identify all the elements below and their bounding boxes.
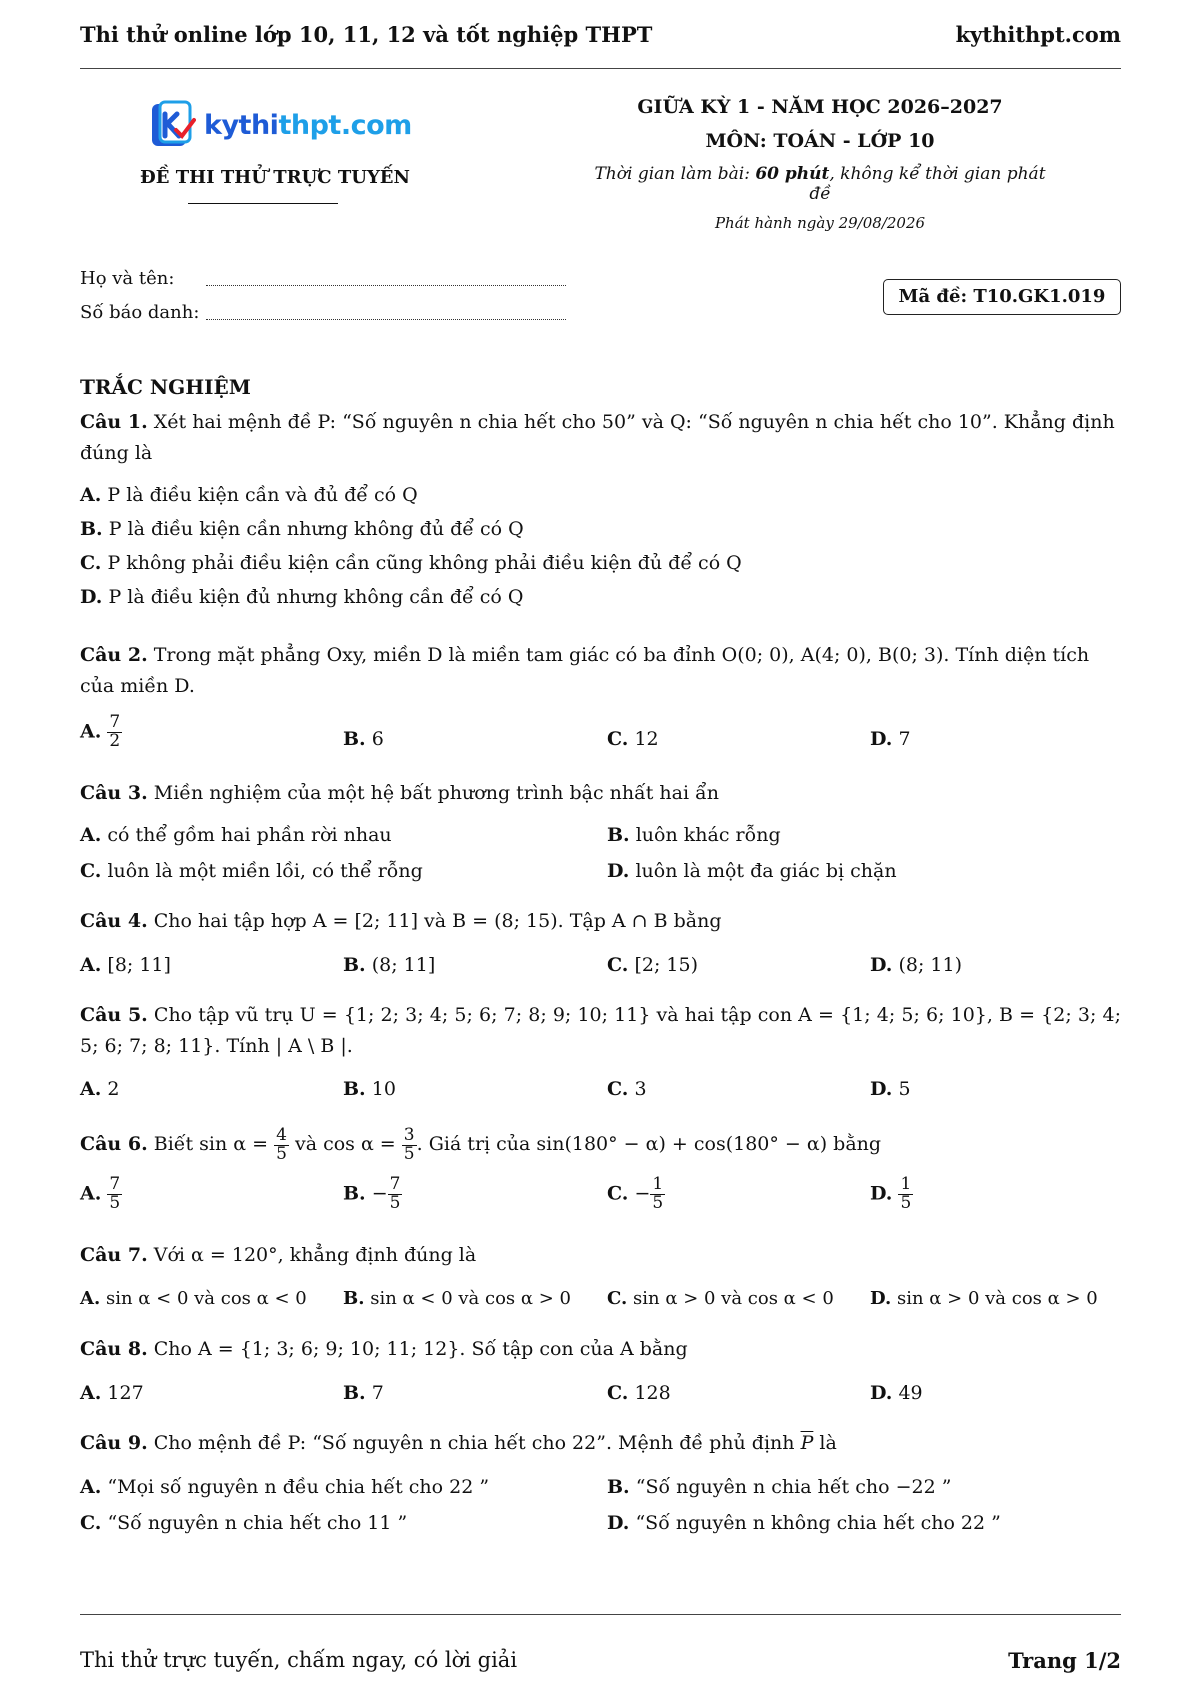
exam-subject: MÔN: TOÁN - LỚP 10 [705,130,935,152]
exam-type-underline [188,203,338,204]
logo-icon [150,100,196,152]
q2-option-d[interactable]: D. 7 [870,728,911,750]
fraction: $\frac{7}{5}$ [109,1174,121,1213]
q3-option-d[interactable]: D. luôn là một đa giác bị chặn [607,860,897,882]
section-title: TRẮC NGHIỆM [80,375,251,399]
running-footer [80,1648,1121,1673]
exam-term: GIỮA KỲ 1 - NĂM HỌC 2026–2027 [637,96,1003,118]
fraction: $\frac{7}{5}$ [389,1174,401,1213]
q4-option-b[interactable]: B. (8; 11] [343,954,436,976]
student-name-label: Họ và tên: [80,268,175,289]
question-9: Câu 9. Cho mệnh đề P: “Số nguyên n chia hết cho 22”. Mệnh đề phủ định $\overline{P}$ là [80,1432,837,1454]
exam-type: ĐỀ THI THỬ TRỰC TUYẾN [140,167,410,188]
q6-option-b[interactable]: B. − $\frac{7}{5}$ [343,1174,401,1213]
q4-option-c[interactable]: C. [2; 15) [607,954,698,976]
exam-release-date: Phát hành ngày 29/08/2026 [714,214,926,232]
q5-option-c[interactable]: C. 3 [607,1078,647,1100]
q9-option-d[interactable]: D. “Số nguyên n không chia hết cho 22 ” [607,1512,1001,1534]
q3-option-b[interactable]: B. luôn khác rỗng [607,824,781,846]
student-id-line[interactable] [206,319,566,320]
question-3-options [80,820,1121,886]
q2-option-c[interactable]: C. 12 [607,728,659,750]
question-3: Câu 3. Miền nghiệm của một hệ bất phương trình bậc nhất hai ẩn [80,782,719,804]
header-left: Thi thử online lớp 10, 11, 12 và tốt nghiệp THPT [80,22,653,47]
q9-option-c[interactable]: C. “Số nguyên n chia hết cho 11 ” [80,1512,408,1534]
exam-page [80,0,1121,1684]
question-8-text: Cho A = {1; 3; 6; 9; 10; 11; 12}. Số tập con của A bằng [153,1338,688,1360]
question-1-options [80,480,1121,610]
student-name-line[interactable] [206,285,566,286]
q8-option-b[interactable]: B. 7 [343,1382,384,1404]
q1-option-a[interactable]: A. P là điều kiện cần và đủ để có Q [80,484,418,506]
footer-rule [80,1614,1121,1615]
question-3-text: Miền nghiệm của một hệ bất phương trình bậc nhất hai ẩn [153,782,719,804]
fraction: $\frac{7}{2}$ [109,712,121,751]
logo-text: kythithpt.com [204,110,412,141]
q8-option-a[interactable]: A. 127 [80,1382,144,1404]
page-number: Trang 1/2 [1008,1648,1121,1673]
question-6: Câu 6. Biết sin α = $\frac{4}{5}$ và cos α = $\frac{3}{5}$ . Giá trị của sin(180° − α) + cos(180° − α) bằng [80,1124,882,1164]
question-5-text: Cho tập vũ trụ U = {1; 2; 3; 4; 5; 6; 7; 8; 9; 10; 11} và hai tập con A = {1; 4; 5; 6; 10}, B = {2; 3; 4; 5; 6; 7; 8; 11}. Tính | A \ B |. [80,1004,1121,1057]
question-8-options [80,1378,1121,1410]
q9-option-a[interactable]: A. “Mọi số nguyên n đều chia hết cho 22 ” [80,1476,490,1498]
question-6-options [80,1176,1121,1228]
question-5: Câu 5. Cho tập vũ trụ U = {1; 2; 3; 4; 5; 6; 7; 8; 9; 10; 11} và hai tập con A = {1; 4; 5; 6; 10}, B = {2; 3; 4; 5; 6; 7; 8; 11}. Tính | A \ B |. [80,1004,1121,1057]
q7-option-d[interactable]: D. sin α > 0 và cos α > 0 [870,1288,1098,1309]
question-2: Câu 2. Trong mặt phẳng Oxy, miền D là miền tam giác có ba đỉnh O(0; 0), A(4; 0), B(0; 3). Tính diện tích của miền D. [80,644,1090,697]
header-rule [80,68,1121,69]
question-7-text: Với α = 120°, khẳng định đúng là [153,1244,477,1266]
q2-option-a[interactable]: A. $\frac{7}{2}$ [80,712,121,751]
q5-option-b[interactable]: B. 10 [343,1078,396,1100]
q7-option-b[interactable]: B. sin α < 0 và cos α > 0 [343,1288,572,1309]
question-5-options [80,1074,1121,1106]
q4-option-a[interactable]: A. [8; 11] [80,954,171,976]
fraction: $\frac{1}{5}$ [652,1174,664,1213]
exam-header [590,96,1050,232]
q6-option-a[interactable]: A. $\frac{7}{5}$ [80,1174,121,1213]
question-4: Câu 4. Cho hai tập hợp A = [2; 11] và B = (8; 15). Tập A ∩ B bằng [80,910,722,932]
question-2-text: Trong mặt phẳng Oxy, miền D là miền tam giác có ba đỉnh O(0; 0), A(4; 0), B(0; 3). Tính diện tích của miền D. [80,644,1090,697]
running-header [80,22,1121,47]
q3-option-a[interactable]: A. có thể gồm hai phần rời nhau [80,824,392,846]
fraction: $\frac{4}{5}$ [276,1124,287,1164]
question-8: Câu 8. Cho A = {1; 3; 6; 9; 10; 11; 12}. Số tập con của A bằng [80,1338,688,1360]
question-1: Câu 1. Xét hai mệnh đề P: “Số nguyên n chia hết cho 50” và Q: “Số nguyên n chia hết cho 10”. Khẳng định đúng là [80,411,1115,464]
site-logo [150,100,450,160]
q5-option-d[interactable]: D. 5 [870,1078,911,1100]
q9-option-b[interactable]: B. “Số nguyên n chia hết cho −22 ” [607,1476,952,1498]
q8-option-d[interactable]: D. 49 [870,1382,923,1404]
exam-code-box: Mã đề: T10.GK1.019 [883,279,1121,315]
exam-time: Thời gian làm bài: 60 phút, không kể thời gian phát đề [594,164,1046,204]
q7-option-c[interactable]: C. sin α > 0 và cos α < 0 [607,1288,834,1309]
question-2-options [80,710,1121,760]
q2-option-b[interactable]: B. 6 [343,728,384,750]
footer-left: Thi thử trực tuyến, chấm ngay, có lời giải [80,1648,518,1672]
negation-symbol: $\overline{P}$ [800,1432,814,1454]
question-7-options [80,1284,1121,1316]
q1-option-c[interactable]: C. P không phải điều kiện cần cũng không phải điều kiện đủ để có Q [80,552,742,574]
question-7: Câu 7. Với α = 120°, khẳng định đúng là [80,1244,477,1266]
q7-option-a[interactable]: A. sin α < 0 và cos α < 0 [80,1288,307,1309]
question-9-options [80,1472,1121,1538]
q3-option-c[interactable]: C. luôn là một miền lồi, có thể rỗng [80,860,423,882]
fraction: $\frac{1}{5}$ [900,1174,912,1213]
q4-option-d[interactable]: D. (8; 11) [870,954,962,976]
q8-option-c[interactable]: C. 128 [607,1382,671,1404]
student-id-row [80,302,580,326]
q5-option-a[interactable]: A. 2 [80,1078,120,1100]
fraction: $\frac{3}{5}$ [403,1124,415,1164]
q6-option-d[interactable]: D. $\frac{1}{5}$ [870,1174,912,1213]
student-name-row [80,268,580,292]
student-id-label: Số báo danh: [80,302,200,323]
question-4-text: Cho hai tập hợp A = [2; 11] và B = (8; 15). Tập A ∩ B bằng [153,910,722,932]
q6-option-c[interactable]: C. − $\frac{1}{5}$ [607,1174,664,1213]
header-right: kythithpt.com [955,22,1121,47]
question-4-options [80,950,1121,982]
q1-option-d[interactable]: D. P là điều kiện đủ nhưng không cần để có Q [80,586,524,608]
q1-option-b[interactable]: B. P là điều kiện cần nhưng không đủ để có Q [80,518,524,540]
question-1-text: Xét hai mệnh đề P: “Số nguyên n chia hết cho 50” và Q: “Số nguyên n chia hết cho 10”. Khẳng định đúng là [80,411,1115,464]
